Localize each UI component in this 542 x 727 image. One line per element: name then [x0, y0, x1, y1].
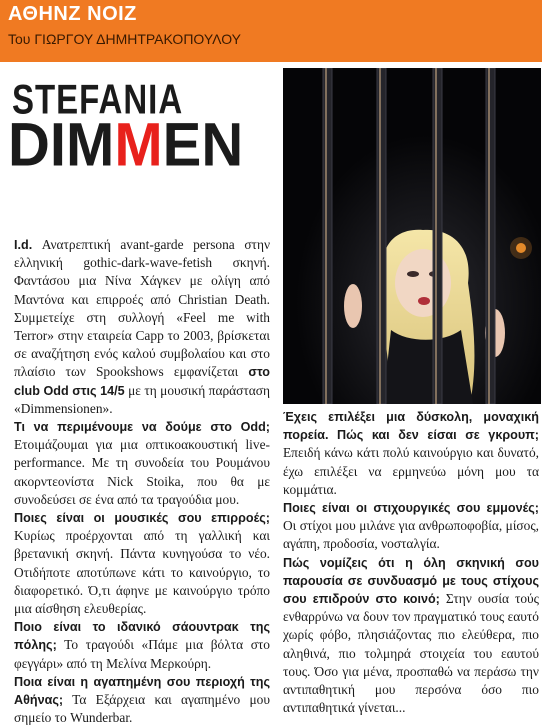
qa-item: [14, 509, 270, 618]
qa-item: [14, 673, 270, 727]
question: Ποια είναι η αγαπημένη σου περιοχή της Αθήνας;: [14, 674, 270, 708]
question: Ποιες είναι οι μουσικές σου επιρροές;: [14, 511, 270, 526]
column-title: ΑΘΗΝΖ ΝΟΙΖ: [8, 3, 137, 25]
qa-item: [14, 418, 270, 509]
answer: Ετοιμάζουμαι για μια οπτικοακουστική live-performance. Με τη συνοδεία του Ρουμάνου ακορντεονίστα Nick Stoika, που θα με συνοδεύσει σε ένα από τα τραγούδια μου.: [14, 437, 270, 507]
question: Έχεις επιλέξει μια δύσκολη, μοναχική πορεία. Πώς και δεν είσαι σε γκρουπ;: [283, 410, 539, 443]
answer: Τα Εξάρχεια και αγαπημένο μου σημείο το Wunderbar.: [14, 692, 270, 726]
left-article-column: [14, 236, 270, 727]
photo-illustration: [283, 68, 541, 404]
column-header: [0, 0, 542, 62]
qa-item: [283, 499, 539, 554]
right-article-column: [283, 408, 539, 717]
qa-item: [283, 408, 539, 499]
intro-paragraph: I.d. Ανατρεπτική avant-garde persona στην ελληνική gothic-dark-wave-fetish σκηνή. Φαντάσου μια Νίνα Χάγκεν με ολίγη από Μαντόνα και επιρροές από Christian Death. Συμμετείχε στη συλλογή «Feel me with Terror» στην εταιρεία Capp το 2003, βρίσκεται σε αναζήτηση ενός καλού συμβολαίου και στο πλαίσιο των Spookshows εμφανίζεται στο club Odd στις 14/5 με τη μουσική παράσταση «Dimmensionen».: [14, 237, 270, 416]
qa-item: [283, 554, 539, 718]
artist-photo: [283, 68, 541, 404]
artist-first-name: STEFANIA: [12, 76, 184, 123]
answer: Στην ουσία τούς ενθαρρύνω να δουν τον πραγματικό τους εαυτό χωρίς φόβο, πλησιάζοντας πιο ελεύθερα, πιο αληθινά, πιο τολμηρά στοιχεία του εαυτού τους. Όσο για μένα, προσπαθώ να περάσω την αντιπαθητική μου περσόνα όσο πιο αντιπαθητικά γίνεται...: [283, 591, 539, 716]
author-byline: Του ΓΙΩΡΓΟΥ ΔΗΜΗΤΡΑΚΟΠΟΥΛΟΥ: [8, 31, 242, 47]
answer: Επειδή κάνω κάτι πολύ καινούργιο και δυνατό, έχω επιλέξει να ερμηνεύω μόνη μου τα κομμάτια.: [283, 445, 539, 497]
question: Ποιο είναι το ιδανικό σάουντρακ της πόλης;: [14, 620, 270, 653]
answer: Κυρίως προέρχονται από τη γαλλική και βρετανική σκηνή. Πάντα κυνηγούσα το νέο. Οτιδήποτε αποτύπωνε κάτι το καινούργιο, το διαφορετικό. Ό,τι άφηνε με καινούργιο τρόπο μια αίσθηση ελευθερίας.: [14, 528, 270, 617]
answer: Το τραγούδι «Πάμε μια βόλτα στο φεγγάρι» από τη Μελίνα Μερκούρη.: [14, 637, 270, 671]
answer: Οι στίχοι μου μιλάνε για ανθρωποφοβία, μίσος, αγάπη, προδοσία, νοσταλγία.: [283, 518, 539, 552]
qa-item: [14, 618, 270, 673]
question: Ποιες είναι οι στιχουργικές σου εμμονές;: [283, 501, 539, 516]
artist-last-name: DIMMEN: [8, 111, 244, 180]
question: Τι να περιμένουμε να δούμε στο Odd;: [14, 420, 270, 435]
question: Πώς νομίζεις ότι η όλη σκηνική σου παρουσία σε συνδυασμό με τους στίχους σου επιδρούν στο κοινό;: [283, 555, 539, 607]
